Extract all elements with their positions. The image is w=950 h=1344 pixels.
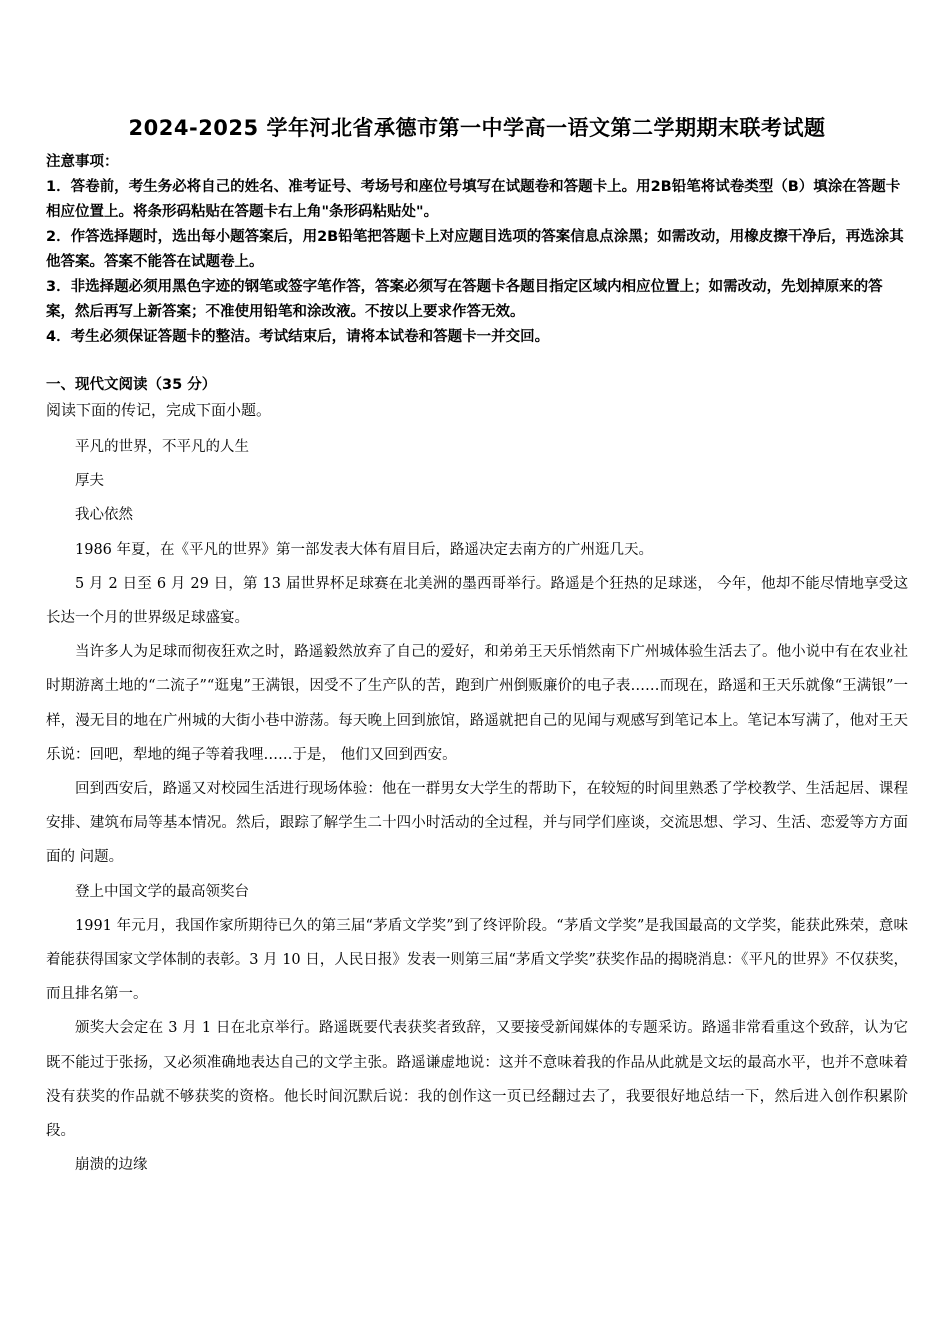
- passage-paragraph: 5 月 2 日至 6 月 29 日，第 13 届世界杯足球赛在北美洲的墨西哥举行。路遥是个狂热的足球迷， 今年，他却不能尽情地享受这长达一个月的世界级足球盛宴。: [46, 575, 908, 627]
- notice-heading: 注意事项：: [46, 154, 119, 170]
- passage-title: 平凡的世界，不平凡的人生: [75, 439, 249, 455]
- passage: [46, 430, 908, 1182]
- notice-item: 1．答卷前，考生务必将自己的姓名、准考证号、考场号和座位号填写在试题卷和答题卡上。用2B铅笔将试卷类型（B）填涂在答题卡相应位置上。将条形码粘贴在答题卡右上角"条形码粘贴处"。: [46, 179, 901, 220]
- passage-paragraph: 当许多人为足球而彻夜狂欢之时，路遥毅然放弃了自己的爱好，和弟弟王天乐悄然南下广州城体验生活去了。他小说中有在农业社时期游离土地的“二流子”“逛鬼”王满银，因受不了生产队的苦，跑到广州倒贩廉价的电子表……而现在，路遥和王天乐就像“王满银”一样，漫无目的地在广州城的大街小巷中游荡。每天晚上回到旅馆，路遥就把自己的见闻与观感写到笔记本上。笔记本写满了，他对王天乐说：回吧，犁地的绳子等着我哩……于是， 他们又回到西安。: [46, 644, 908, 763]
- notice-block: [46, 150, 908, 350]
- notice-item: 3．非选择题必须用黑色字迹的钢笔或签字笔作答，答案必须写在答题卡各题目指定区域内相应位置上；如需改动，先划掉原来的答案，然后再写上新答案；不准使用铅笔和涂改液。不按以上要求作答无效。: [46, 279, 883, 320]
- notice-item: 2．作答选择题时，选出每小题答案后，用2B铅笔把答题卡上对应题目选项的答案信息点涂黑；如需改动，用橡皮擦干净后，再选涂其他答案。答案不能答在试题卷上。: [46, 229, 904, 270]
- passage-author: 厚夫: [75, 473, 104, 490]
- page-title: 2024-2025 学年河北省承德市第一中学高一语文第二学期期末联考试题: [128, 116, 826, 140]
- section-heading: 一、现代文阅读（35 分）: [46, 377, 217, 393]
- section-instruction: 阅读下面的传记，完成下面小题。: [46, 401, 272, 419]
- passage-paragraph: 颁奖大会定在 3 月 1 日在北京举行。路遥既要代表获奖者致辞，又要接受新闻媒体的专题采访。路遥非常看重这个致辞，认为它既不能过于张扬，又必须准确地表达自己的文学主张。路遥谦虚地说：这并不意味着我的作品从此就是文坛的最高水平，也并不意味着没有获奖的作品就不够获奖的资格。他长时间沉默后说：我的创作这一页已经翻过去了，我要很好地总结一下，然后进入创作积累阶段。: [46, 1020, 908, 1140]
- passage-paragraph: 1991 年元月，我国作家所期待已久的第三届“茅盾文学奖”到了终评阶段。“茅盾文学奖”是我国最高的文学奖，能获此殊荣，意味着能获得国家文学体制的表彰。3 月 10 日，人民日报》发表一则第三届“茅盾文学奖”获奖作品的揭晓消息：《平凡的世界》不仅获奖，而且排名第一。: [46, 917, 908, 1003]
- passage-subheading: 登上中国文学的最高领奖台: [75, 883, 249, 900]
- passage-paragraph: 回到西安后，路遥又对校园生活进行现场体验：他在一群男女大学生的帮助下，在较短的时间里熟悉了学校教学、生活起居、课程安排、建筑布局等基本情况。然后，跟踪了解学生二十四小时活动的全过程，并与同学们座谈，交流思想、学习、生活、恋爱等方方面面的 问题。: [46, 781, 908, 866]
- passage-subheading: 崩溃的边缘: [75, 1157, 148, 1174]
- notice-item: 4．考生必须保证答题卡的整洁。考试结束后，请将本试卷和答题卡一并交回。: [46, 329, 550, 345]
- passage-subheading: 我心依然: [75, 507, 133, 524]
- passage-paragraph: 1986 年夏，在《平凡的世界》第一部发表大体有眉目后，路遥决定去南方的广州逛几天。: [75, 541, 654, 558]
